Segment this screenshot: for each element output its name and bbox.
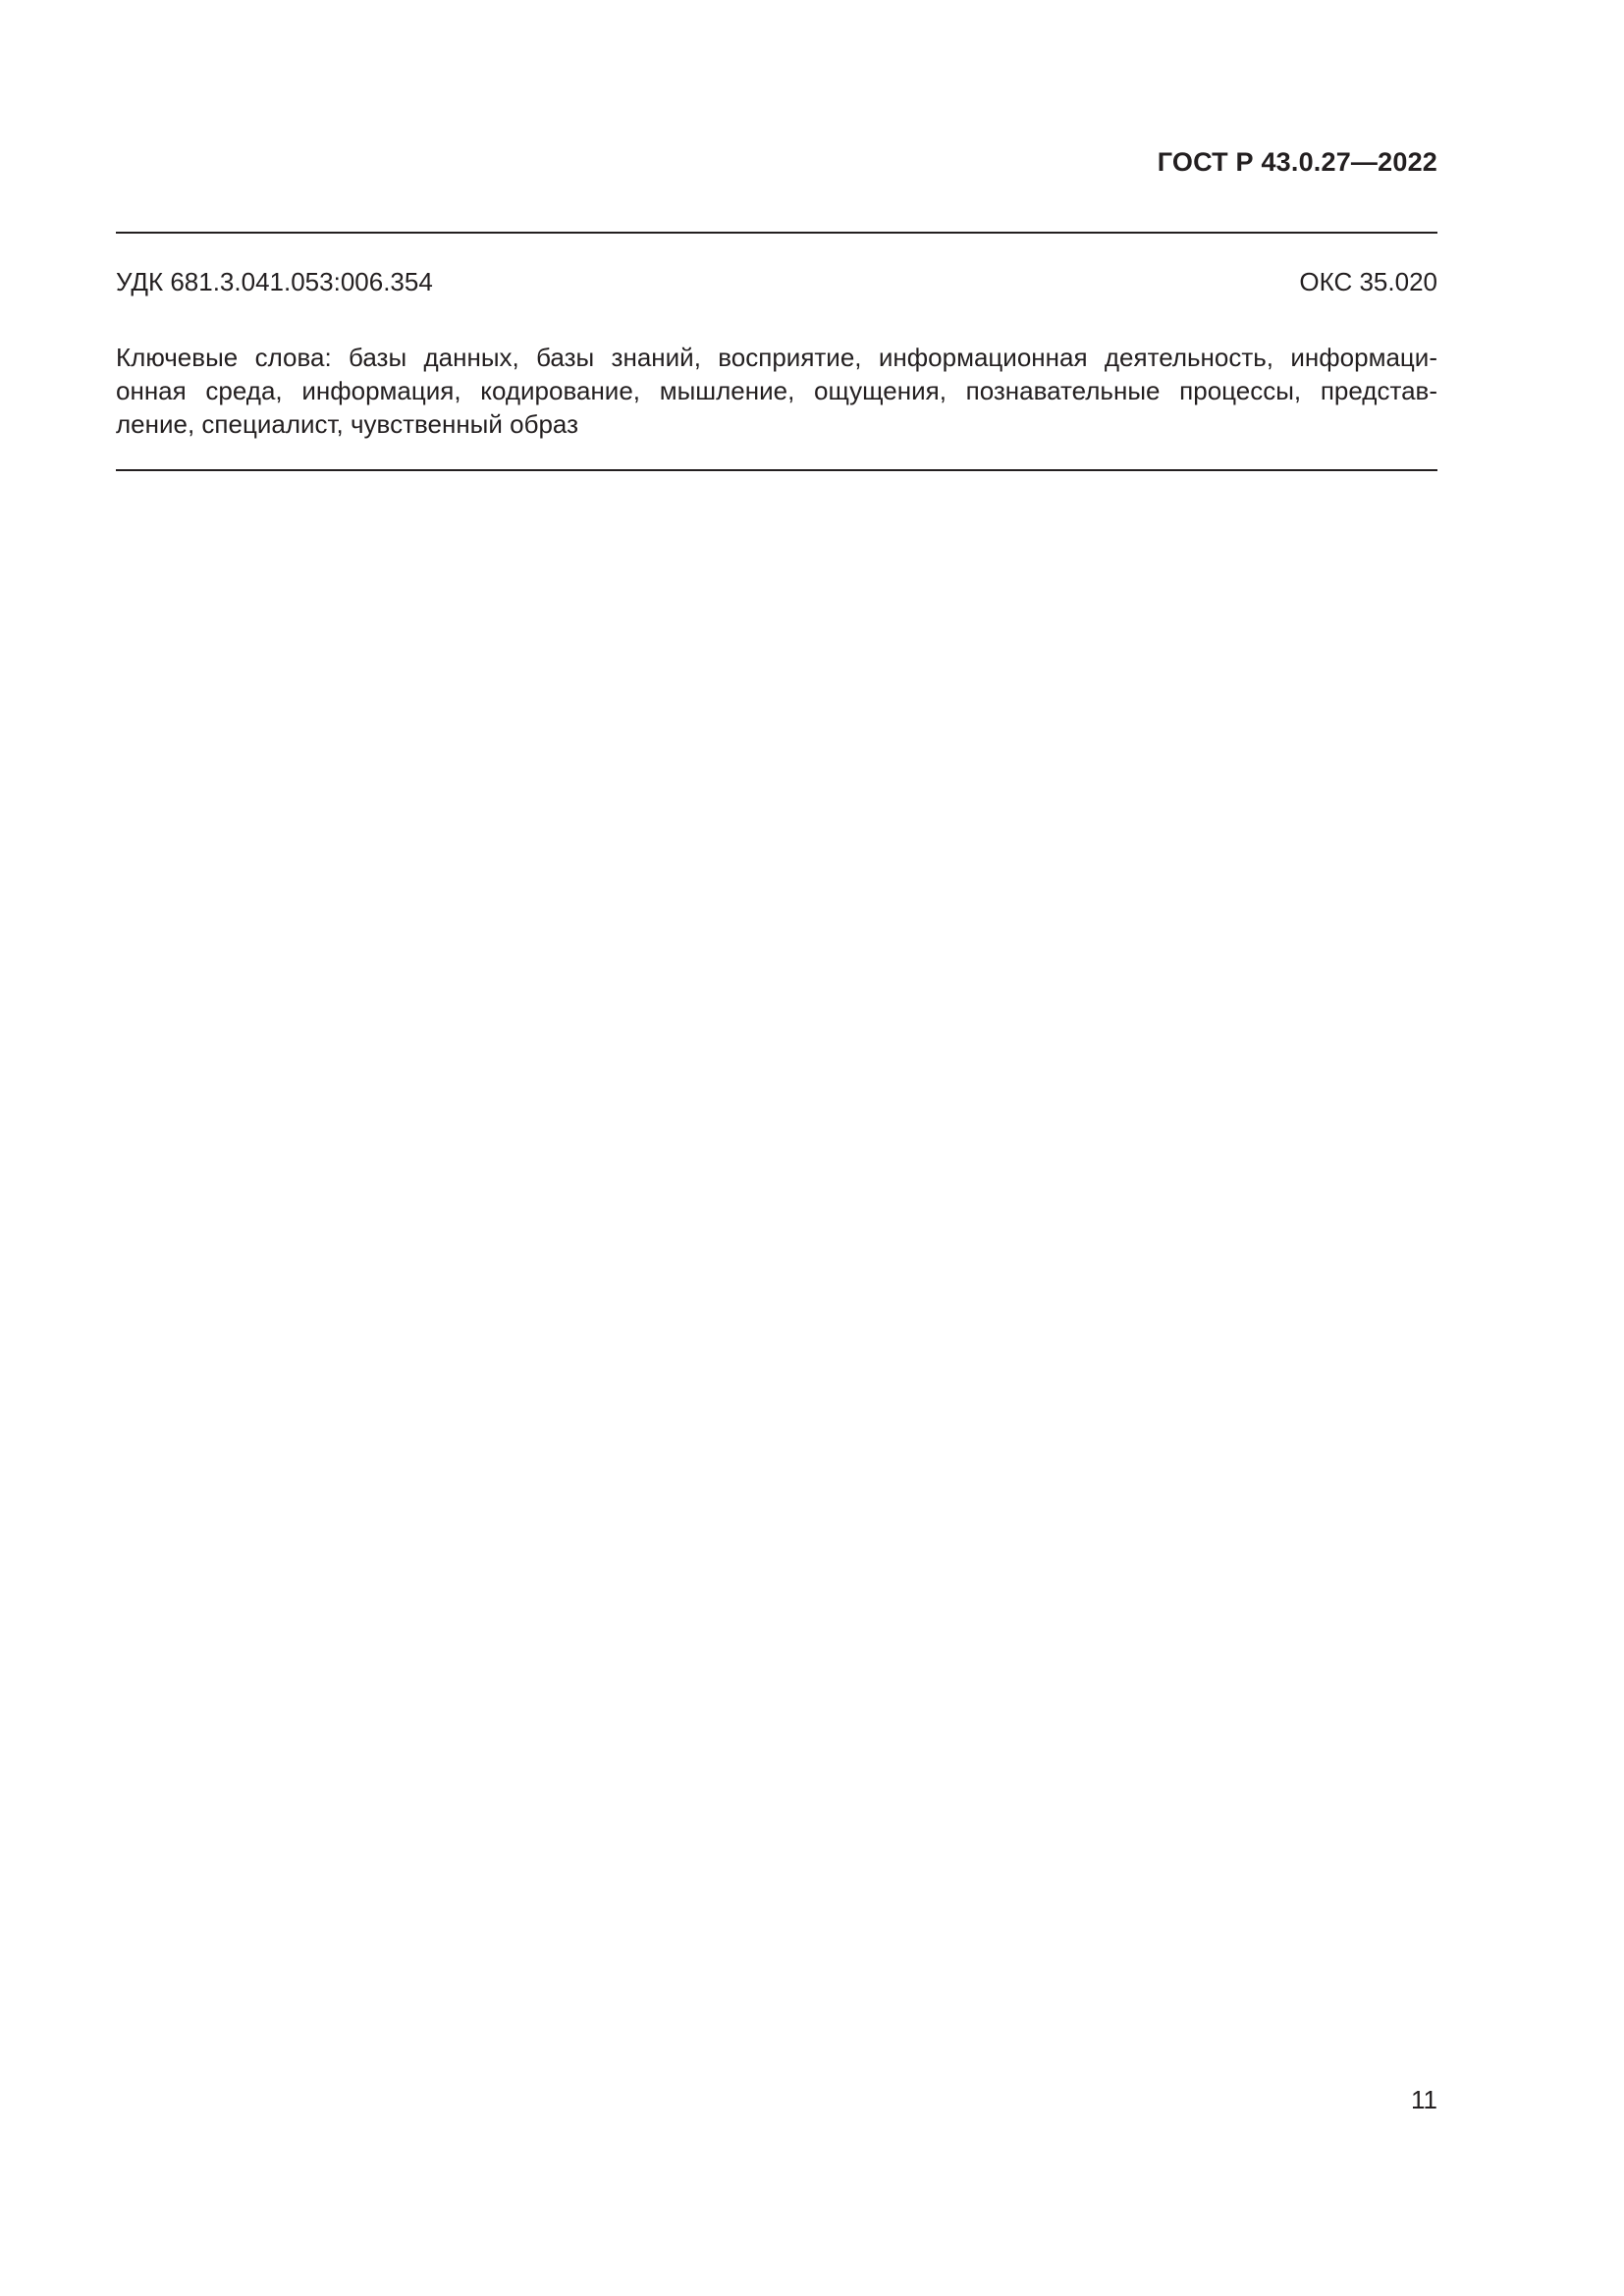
- page-number: 11: [1411, 2085, 1437, 2114]
- keywords-line: Ключевые слова: базы данных, базы знаний, восприятие, информационная деятельность, информаци-: [116, 343, 1437, 372]
- udk-code: УДК 681.3.041.053:006.354: [116, 267, 433, 296]
- keywords-block: [116, 341, 1437, 441]
- classification-row: [116, 267, 1437, 297]
- standard-code-header: ГОСТ Р 43.0.27—2022: [1157, 147, 1437, 177]
- bottom-divider: [116, 469, 1437, 471]
- keywords-line: ление, специалист, чувственный образ: [116, 409, 579, 439]
- keywords-line: онная среда, информация, кодирование, мышление, ощущения, познавательные процессы, представ-: [116, 376, 1437, 405]
- oks-code: ОКС 35.020: [1299, 267, 1437, 296]
- top-divider: [116, 232, 1437, 234]
